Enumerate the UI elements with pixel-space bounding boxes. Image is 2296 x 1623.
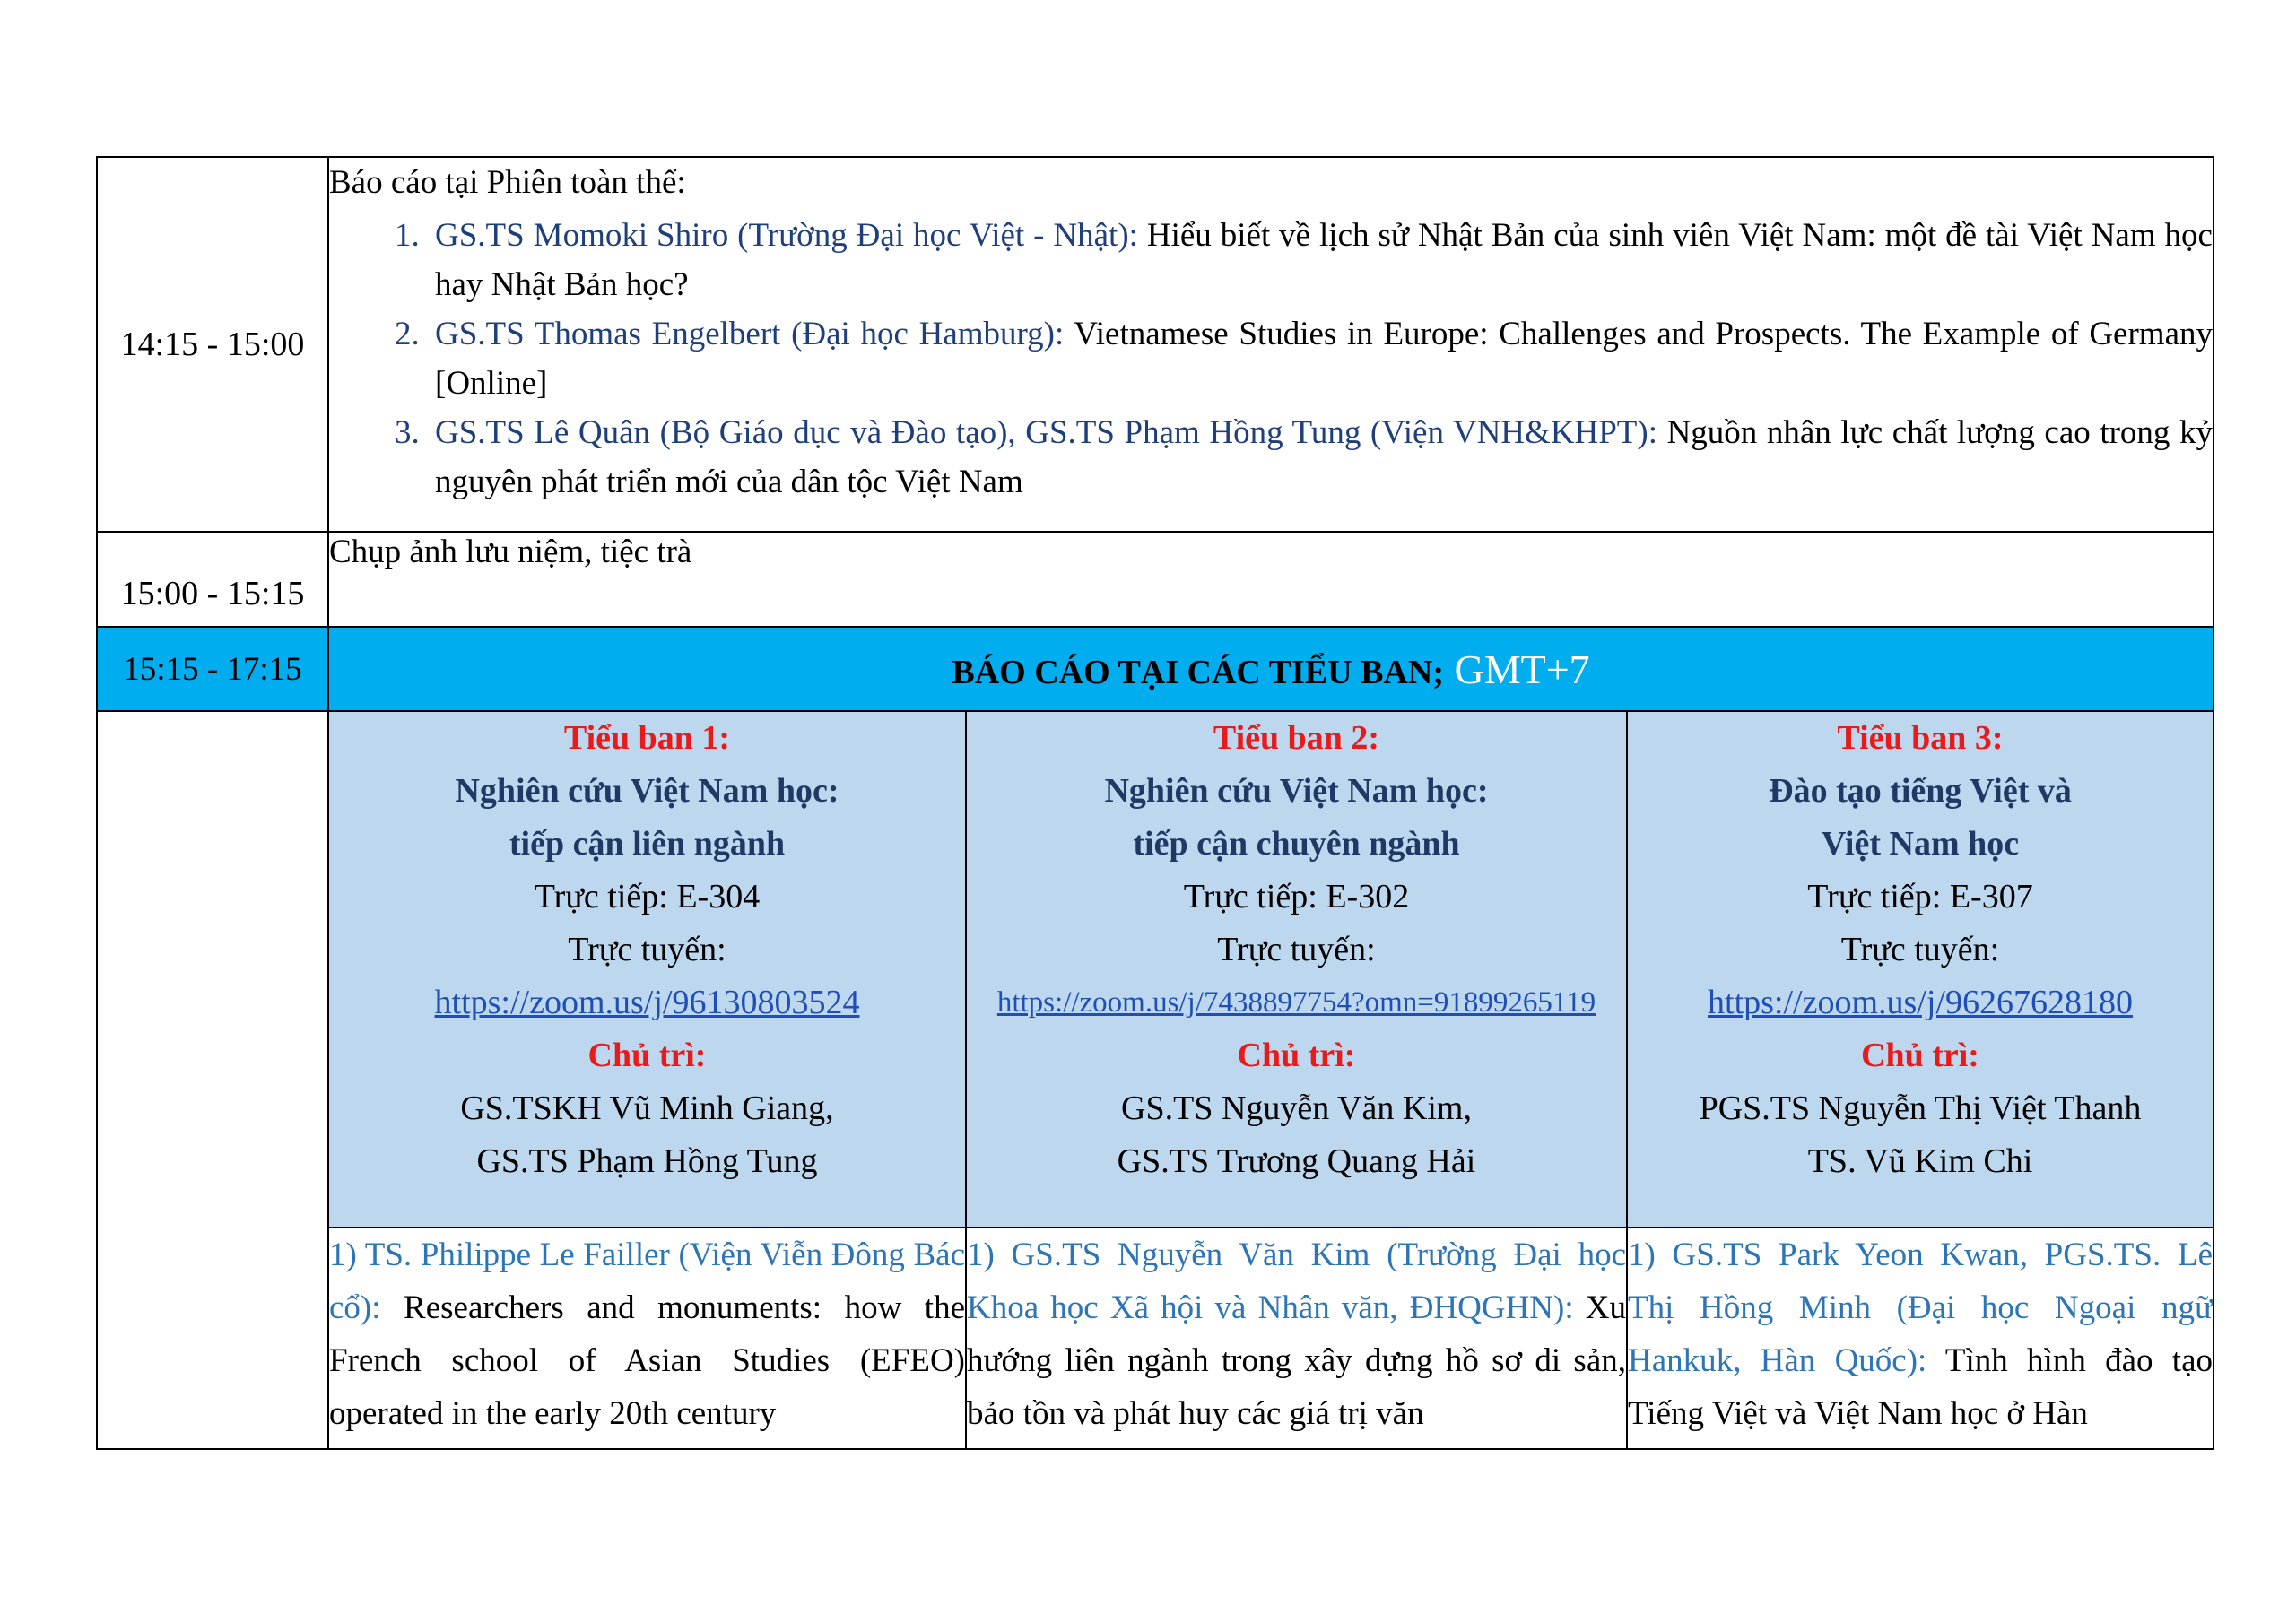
panel-3-talk [1627,1228,2213,1449]
panels-header [328,627,2213,711]
speaker: GS.TS Momoki Shiro (Trường Đại học Việt - Nhật): [435,217,1138,254]
chair-name: GS.TS Nguyễn Văn Kim, [1121,1089,1472,1127]
panels-header-row [97,627,2213,711]
panel-2-talk [966,1228,1627,1449]
panel-title: Tiểu ban 3: [1837,719,2004,757]
photo-time: 15:00 - 15:15 [97,532,328,627]
chair-name: GS.TS Phạm Hồng Tung [476,1142,818,1180]
chair-name: GS.TSKH Vũ Minh Giang, [460,1089,834,1127]
plenary-item [428,211,2213,309]
panel-2-info [966,711,1627,1228]
zoom-link[interactable]: https://zoom.us/j/7438897754?omn=91899265119 [996,986,1596,1019]
panel-1-talk [328,1228,966,1449]
plenary-row [97,157,2213,532]
chair-name: TS. Vũ Kim Chi [1807,1142,2033,1180]
talk-title: Hiểu biết về lịch sử Nhật Bản của sinh viên Việt Nam: một đề tài Việt Nam học hay Nhật Bản học? [435,217,2213,303]
panel-name: Đào tạo tiếng Việt và [1769,772,2072,810]
chair-name: PGS.TS Nguyễn Thị Việt Thanh [1699,1089,2142,1127]
photo-row [97,532,2213,627]
panels-talks-row [97,1228,2213,1449]
onsite-room: Trực tiếp: E-307 [1807,878,2033,916]
chair-label: Chủ trì: [1237,1037,1356,1074]
panel-name: tiếp cận liên ngành [509,825,786,863]
timezone-label: GMT+7 [1443,646,1590,692]
onsite-room: Trực tiếp: E-302 [1183,878,1410,916]
speaker: GS.TS Lê Quân (Bộ Giáo dục và Đào tạo), GS.TS Phạm Hồng Tung (Viện VNH&KHPT): [435,414,1658,451]
schedule-table [96,156,2214,1450]
plenary-cell [328,157,2213,532]
talk-title: Vietnamese Studies in Europe: Challenges and Prospects. The Example of Germany [Online] [435,316,2213,402]
panel-title: Tiểu ban 2: [1213,719,1380,757]
panel-3-info [1627,711,2213,1228]
panel-name: tiếp cận chuyên ngành [1133,825,1460,863]
plenary-item [428,309,2213,408]
panel-name: Nghiên cứu Việt Nam học: [1104,772,1489,810]
speaker: GS.TS Thomas Engelbert (Đại học Hamburg): [435,316,1065,352]
talk-speaker: 1) GS.TS Park Yeon Kwan, PGS.TS. Lê Thị Hồng Minh (Đại học Ngoại ngữ Hankuk, Hàn Quốc): [1628,1237,2213,1379]
panels-time: 15:15 - 17:15 [97,627,328,711]
talk-speaker: 1) GS.TS Nguyễn Văn Kim (Trường Đại học Khoa học Xã hội và Nhân văn, ĐHQGHN): [967,1237,1626,1326]
talk-title: Researchers and monuments: how the French school of Asian Studies (EFEO) operated in the early 20th century [329,1289,965,1432]
photo-text: Chụp ảnh lưu niệm, tiệc trà [328,532,2213,627]
talk-title: Nguồn nhân lực chất lượng cao trong kỷ nguyên phát triển mới của dân tộc Việt Nam [435,414,2213,500]
chair-name: GS.TS Trương Quang Hải [1117,1142,1476,1180]
plenary-heading: Báo cáo tại Phiên toàn thể: [329,164,686,201]
zoom-link[interactable]: https://zoom.us/j/96267628180 [1708,984,2133,1021]
empty-time-cell [97,711,328,1449]
panel-name: Nghiên cứu Việt Nam học: [455,772,839,810]
panel-1-info [328,711,966,1228]
plenary-time: 14:15 - 15:00 [97,157,328,532]
online-label: Trực tuyến: [1217,931,1376,968]
plenary-list [329,211,2213,507]
chair-label: Chủ trì: [1861,1037,1979,1074]
online-label: Trực tuyến: [1840,931,2000,968]
plenary-item [428,408,2213,507]
zoom-link[interactable]: https://zoom.us/j/96130803524 [434,984,860,1021]
panels-info-row [97,711,2213,1228]
panel-title: Tiểu ban 1: [563,719,731,757]
online-label: Trực tuyến: [568,931,726,968]
talk-speaker: 1) TS. Philippe Le Failler (Viện Viễn Đông Bác cổ): [329,1237,965,1326]
chair-label: Chủ trì: [587,1037,707,1074]
talk-title: Xu hướng liên ngành trong xây dựng hồ sơ di sản, bảo tồn và phát huy các giá trị văn [967,1289,1626,1432]
onsite-room: Trực tiếp: E-304 [534,878,761,916]
panels-title: BÁO CÁO TẠI CÁC TIỂU BAN; [952,653,1444,691]
talk-title: Tình hình đào tạo Tiếng Việt và Việt Nam học ở Hàn [1628,1342,2213,1432]
panel-name: Việt Nam học [1821,825,2020,863]
